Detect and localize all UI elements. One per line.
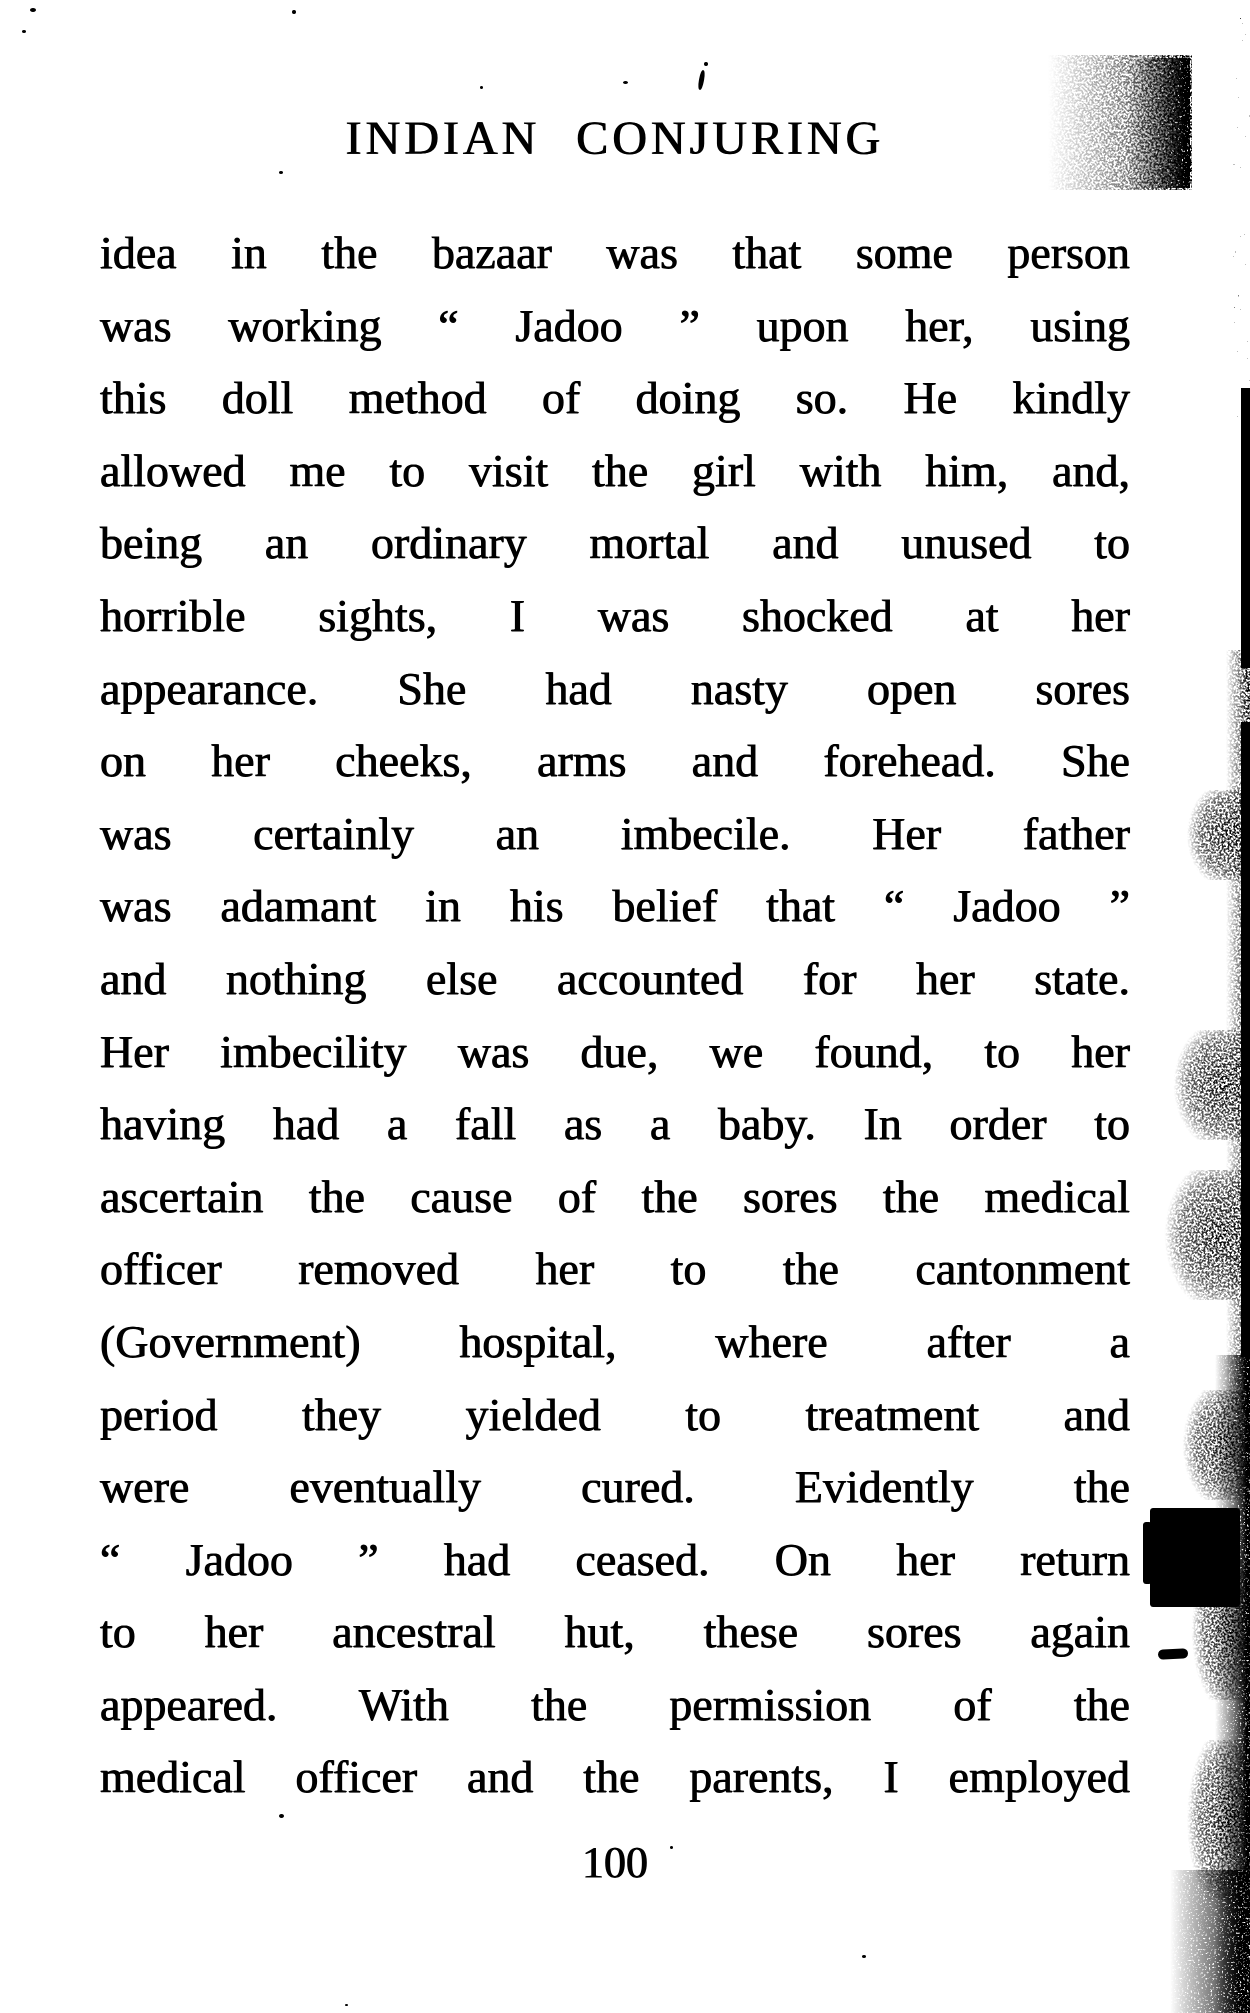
ink-squiggle	[697, 70, 705, 91]
ink-speck	[279, 1814, 284, 1818]
body-line: ascertain the cause of the sores the medical	[100, 1170, 1130, 1222]
scan-noise-right-top	[1234, 0, 1250, 395]
ink-speck	[22, 30, 26, 33]
body-line: idea in the bazaar was that some person	[100, 227, 1130, 278]
scan-bar-lower	[1241, 722, 1250, 1357]
body-line: allowed me to visit the girl with him, and,	[100, 444, 1130, 496]
ink-speck	[279, 171, 283, 174]
body-line: appeared. With the permission of the	[100, 1678, 1130, 1730]
body-line: (Government) hospital, where after a	[100, 1315, 1130, 1367]
ink-speck	[292, 10, 296, 14]
ink-speck	[345, 2004, 348, 2006]
body-line: was adamant in his belief that “ Jadoo ”	[100, 880, 1130, 932]
scan-noise-right-band	[1155, 650, 1250, 2013]
body-line: having had a fall as a baby. In order to	[100, 1098, 1130, 1150]
body-paragraph	[100, 217, 1130, 1814]
body-line: were eventually cured. Evidently the	[100, 1461, 1130, 1513]
body-line: to her ancestral hut, these sores again	[100, 1606, 1130, 1658]
page-number: 100	[582, 1838, 648, 1887]
ink-speck	[862, 1955, 866, 1958]
ink-speck	[704, 62, 708, 66]
ink-speck	[30, 8, 36, 12]
page-title: INDIAN CONJURING	[345, 112, 885, 165]
body-line: this doll method of doing so. He kindly	[100, 372, 1130, 424]
body-line: and nothing else accounted for her state.	[100, 952, 1130, 1004]
body-line: period they yielded to treatment and	[100, 1388, 1130, 1440]
body-line: was working “ Jadoo ” upon her, using	[100, 299, 1130, 351]
stray-dash	[1158, 1648, 1188, 1660]
body-line: being an ordinary mortal and unused to	[100, 517, 1130, 569]
body-line: “ Jadoo ” had ceased. On her return	[100, 1533, 1130, 1585]
scan-bar-upper	[1241, 388, 1250, 668]
body-line: horrible sights, I was shocked at her	[100, 589, 1130, 641]
body-line: on her cheeks, arms and forehead. She	[100, 735, 1130, 787]
ink-speck	[623, 81, 628, 84]
ink-block	[1150, 1508, 1240, 1607]
ink-block-edge	[1143, 1522, 1152, 1584]
body-line: was certainly an imbecile. Her father	[100, 807, 1130, 859]
body-line: Her imbecility was due, we found, to her	[100, 1025, 1130, 1077]
body-line: officer removed her to the cantonment	[100, 1243, 1130, 1295]
body-line: medical officer and the parents, I employed	[100, 1751, 1130, 1803]
ink-speck	[670, 1846, 673, 1849]
ink-speck	[480, 86, 483, 89]
body-line: appearance. She had nasty open sores	[100, 662, 1130, 714]
